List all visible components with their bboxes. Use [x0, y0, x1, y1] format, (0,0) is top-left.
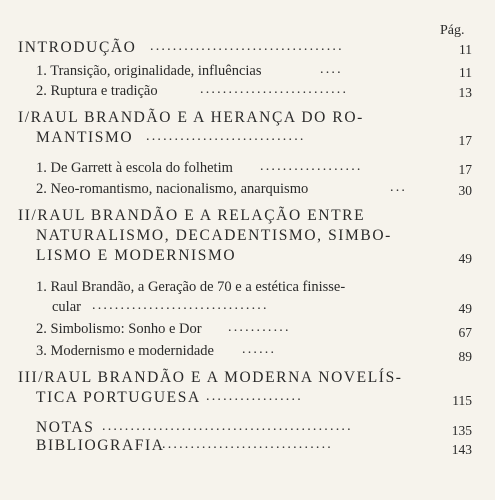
dot-leader: ............................ — [146, 129, 306, 144]
dot-leader: ...... — [242, 342, 277, 357]
toc-chapter-title-line: III/RAUL BRANDÃO E A MODERNA NOVELÍS- — [18, 369, 403, 386]
toc-subentry-page: 67 — [458, 325, 472, 340]
dot-leader: ... — [390, 180, 408, 195]
dot-leader: .......................... — [200, 82, 349, 97]
page-column-header: Pág. — [440, 23, 465, 38]
toc-subentry-title: 2. Neo-romantismo, nacionalismo, anarquismo — [36, 181, 309, 197]
toc-chapter-title-line: I/RAUL BRANDÃO E A HERANÇA DO RO- — [18, 109, 364, 126]
dot-leader: .................................. — [150, 39, 344, 54]
toc-entry-notas-title: NOTAS — [36, 419, 95, 436]
toc-chapter-page: 115 — [452, 393, 472, 408]
toc-chapter-title-line: MANTISMO — [36, 129, 134, 146]
dot-leader: ........... — [228, 320, 291, 335]
toc-entry-bibliografia-page: 143 — [451, 442, 472, 457]
toc-subentry-page: 30 — [458, 183, 472, 198]
toc-subentry-title: 2. Simbolismo: Sonho e Dor — [36, 321, 202, 337]
dot-leader: ................. — [206, 389, 303, 404]
toc-chapter-page: 49 — [458, 251, 472, 266]
dot-leader: .... — [320, 62, 343, 77]
toc-subentry-title: 1. De Garrett à escola do folhetim — [36, 160, 233, 176]
dot-leader: .................. — [260, 159, 363, 174]
toc-chapter-title-line: TICA PORTUGUESA — [36, 389, 201, 406]
toc-entry-introducao-title: INTRODUÇÃO — [18, 39, 137, 56]
toc-subentry-title-line: cular — [52, 299, 81, 315]
toc-chapter-page: 17 — [458, 133, 472, 148]
toc-subentry-title: 1. Transição, originalidade, influências — [36, 63, 262, 79]
toc-chapter-title-line: NATURALISMO, DECADENTISMO, SIMBO- — [36, 227, 392, 244]
toc-subentry-page: 13 — [458, 85, 472, 100]
toc-entry-bibliografia-title: BIBLIOGRAFIA — [36, 437, 165, 454]
toc-subentry-page: 49 — [458, 301, 472, 316]
toc-entry-notas-page: 135 — [451, 423, 472, 438]
toc-subentry-page: 11 — [459, 65, 472, 80]
toc-chapter-title-line: II/RAUL BRANDÃO E A RELAÇÃO ENTRE — [18, 207, 366, 224]
dot-leader: .............................. — [162, 437, 333, 452]
toc-subentry-page: 17 — [458, 162, 472, 177]
toc-subentry-title: 3. Modernismo e modernidade — [36, 343, 214, 359]
toc-entry-introducao-page: 11 — [459, 42, 472, 57]
dot-leader: ............................... — [92, 298, 269, 313]
toc-subentry-title: 2. Ruptura e tradição — [36, 83, 158, 99]
toc-subentry-title-line: 1. Raul Brandão, a Geração de 70 e a estética finisse- — [36, 279, 346, 295]
dot-leader: ............................................ — [102, 419, 353, 434]
toc-chapter-title-line: LISMO E MODERNISMO — [36, 247, 237, 264]
toc-subentry-page: 89 — [458, 349, 472, 364]
